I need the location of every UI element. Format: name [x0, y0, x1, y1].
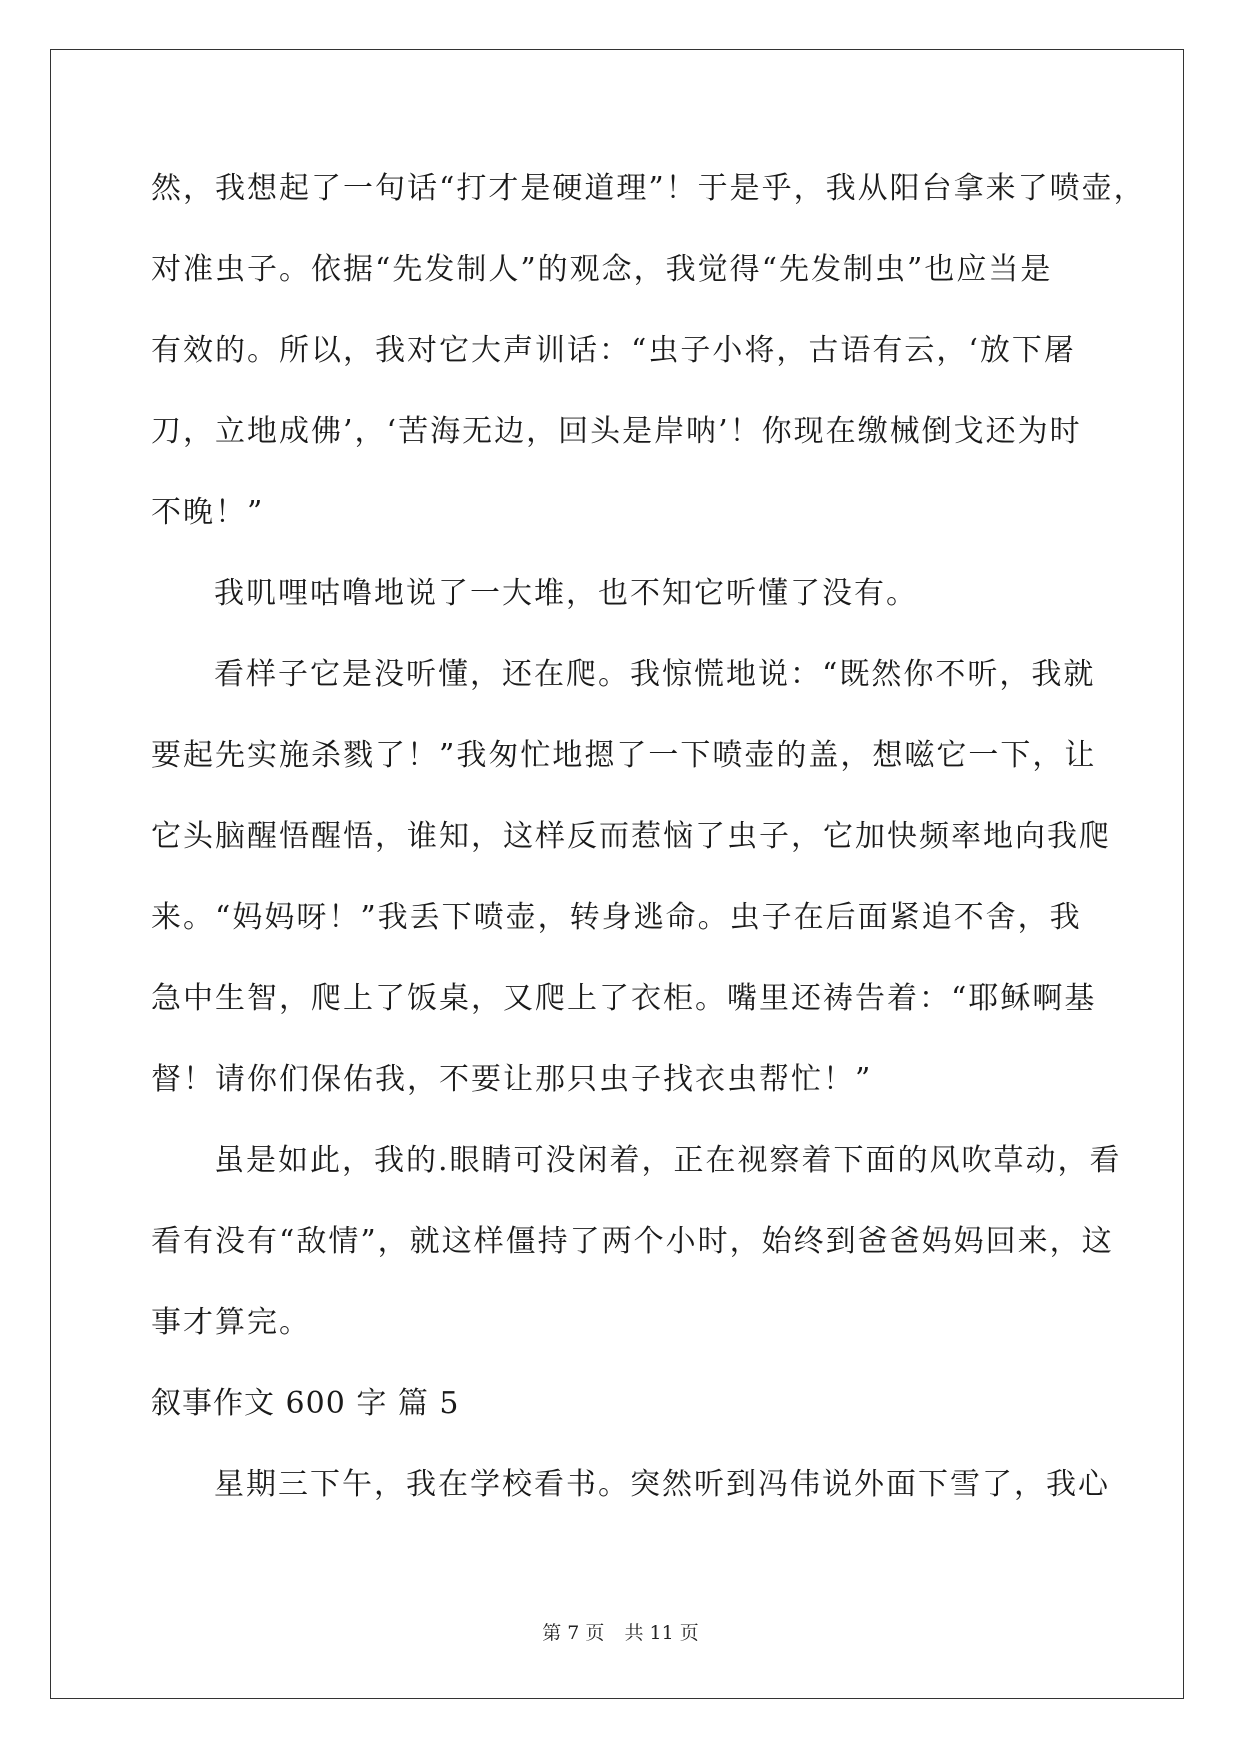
text-line: 对准虫子。依据“先发制人”的观念，我觉得“先发制虫”也应当是: [151, 252, 1053, 287]
text-line: 急中生智，爬上了饭桌，又爬上了衣柜。嘴里还祷告着：“耶稣啊基: [151, 981, 1097, 1016]
text-line: 看有没有“敌情”，就这样僵持了两个小时，始终到爸爸妈妈回来，这: [151, 1224, 1114, 1259]
text-line: 不晚！”: [151, 495, 265, 530]
text-line: 然，我想起了一句话“打才是硬道理”！于是乎，我从阳台拿来了喷壶，: [151, 171, 1146, 206]
text-line: 来。“妈妈呀！”我丢下喷壶，转身逃命。虫子在后面紧追不舍，我: [151, 900, 1082, 935]
text-line: 督！请你们保佑我，不要让那只虫子找衣虫帮忙！”: [151, 1062, 873, 1097]
text-line: 有效的。所以，我对它大声训话：“虫子小将，古语有云，‘放下屠: [151, 333, 1076, 368]
text-line: 要起先实施杀戮了！”我匆忙地摁了一下喷壶的盖，想嗞它一下，让: [151, 738, 1097, 773]
section-heading: 叙事作文 600 字 篇 5: [151, 1386, 460, 1421]
current-page-number: 第 7 页: [542, 1622, 605, 1644]
text-line: 星期三下午，我在学校看书。突然听到冯伟说外面下雪了，我心: [214, 1467, 1110, 1502]
document-body: [151, 165, 1146, 1542]
page-footer: [0, 1618, 1241, 1645]
text-line: 事才算完。: [151, 1305, 311, 1340]
text-line: 虽是如此，我的.眼睛可没闲着，正在视察着下面的风吹草动，看: [214, 1143, 1122, 1178]
text-line: 刀，立地成佛’，‘苦海无边，回头是岸呐’！你现在缴械倒戈还为时: [151, 414, 1082, 449]
text-line: 它头脑醒悟醒悟，谁知，这样反而惹恼了虫子，它加快频率地向我爬: [151, 819, 1111, 854]
text-line: 我叽哩咕噜地说了一大堆，也不知它听懂了没有。: [214, 576, 918, 611]
total-pages: 共 11 页: [624, 1622, 699, 1644]
text-line: 看样子它是没听懂，还在爬。我惊慌地说：“既然你不听，我就: [214, 657, 1096, 692]
